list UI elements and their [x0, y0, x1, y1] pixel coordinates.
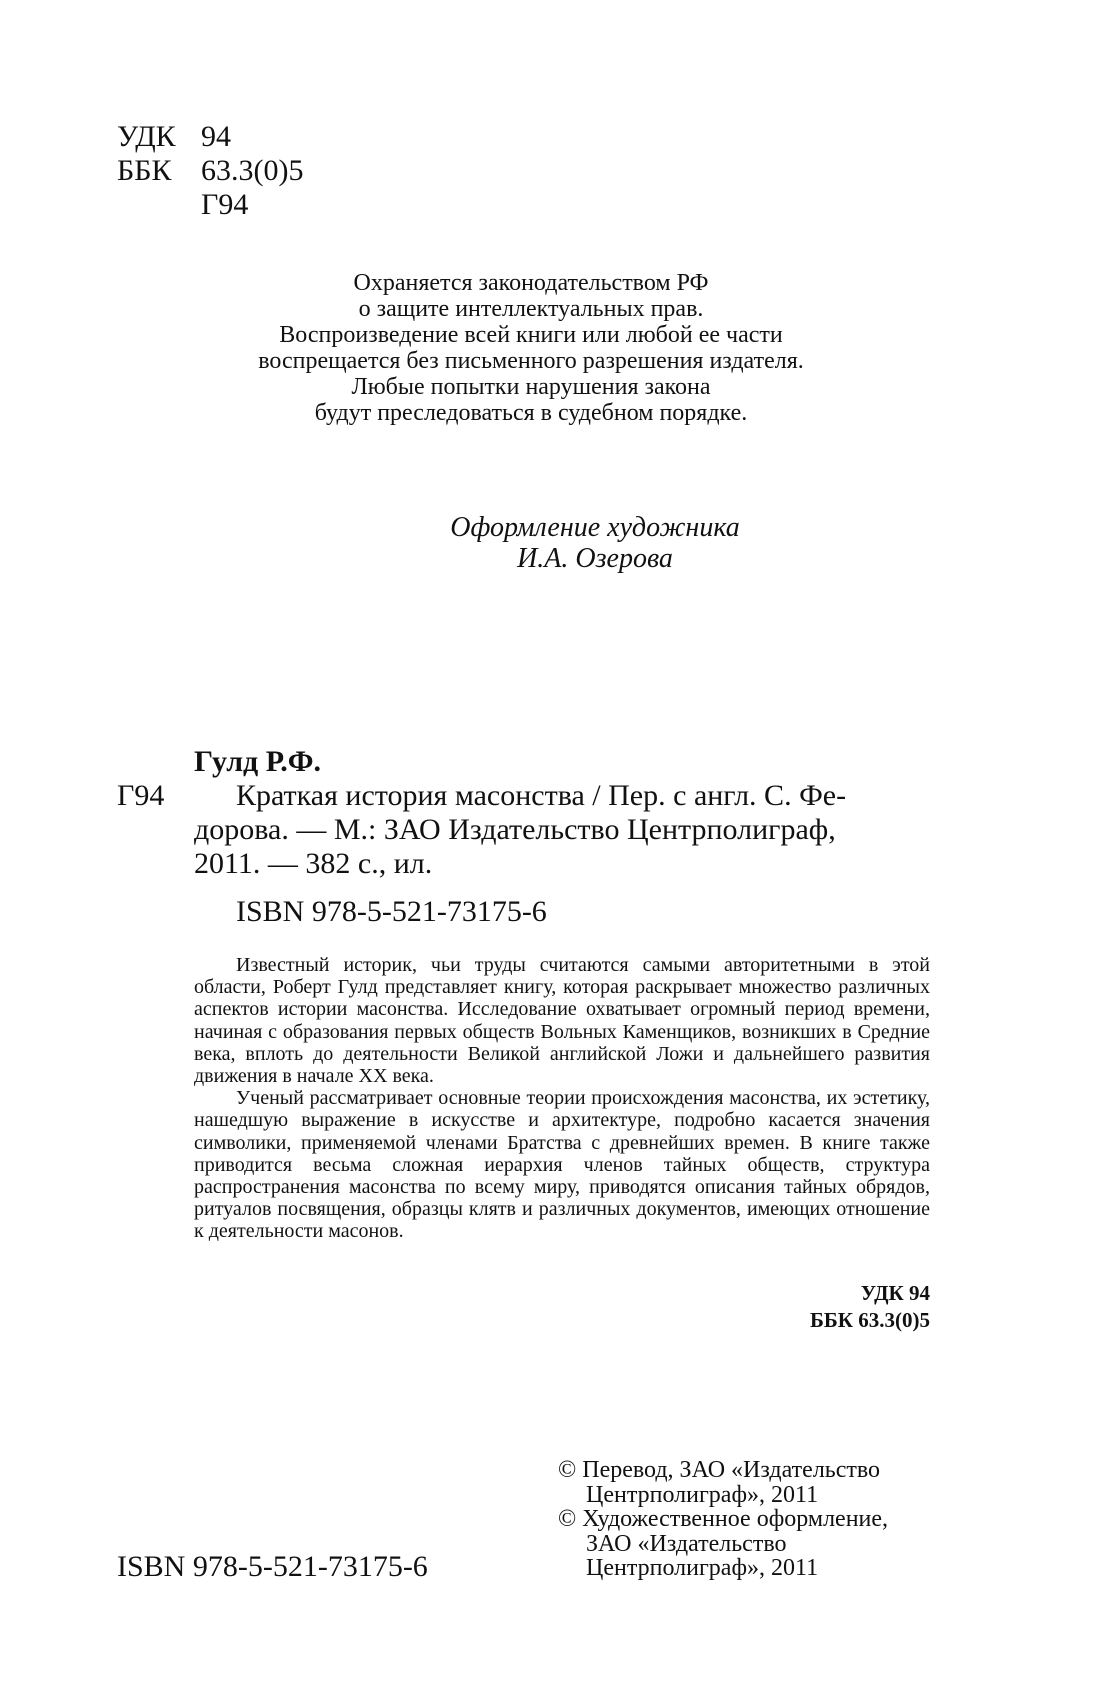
- copyright-line: Центрполиграф», 2011: [586, 1555, 819, 1581]
- notice-line: Любые попытки нарушения закона: [351, 374, 711, 400]
- copyright-line: © Перевод, ЗАО «Издательство: [558, 1457, 881, 1483]
- udk-row: [117, 120, 303, 154]
- copyright-line: © Художественное оформление,: [558, 1506, 889, 1532]
- entry-line: 2011. — 382 с., ил.: [194, 847, 433, 880]
- bbk-label: ББК: [117, 154, 172, 187]
- design-credit-name: И.А. Озерова: [517, 543, 673, 574]
- copyright-line: ЗАО «Издательство: [586, 1530, 787, 1557]
- author-mark: Г94: [201, 188, 249, 221]
- bibliographic-entry: [194, 779, 896, 881]
- copyright-line: Центрполиграф», 2011: [586, 1481, 819, 1508]
- bbk-value: 63.3(0)5: [201, 154, 304, 187]
- entry-line: Краткая история масонства / Пер. с англ. С. Фе-: [236, 779, 847, 812]
- annotation-paragraph: Известный историк, чьи труды считаются самыми авторитетными в этой области, Роберт Гулд представляет книгу, которая раскрывает множество различных аспектов истории масонства. Исследование охватывает огромный период времени, начиная с образования первых обществ Вольных Каменщиков, возникших в Средние века, вплоть до деятельности Великой английской Ложи и дальнейшего развития движения в начале XX века.: [194, 954, 930, 1088]
- isbn-bottom: ISBN 978-5-521-73175-6: [117, 1550, 428, 1583]
- author-name: Гулд Р.Ф.: [194, 745, 322, 778]
- author-mark-row: [117, 188, 303, 222]
- annotation: [194, 954, 930, 1243]
- entry-line: дорова. — М.: ЗАО Издательство Центрполиграф,: [194, 813, 836, 846]
- notice-line: о защите интеллектуальных прав.: [358, 296, 704, 322]
- udk-bottom: УДК 94: [860, 1281, 930, 1305]
- design-credit-title: Оформление художника: [450, 512, 740, 543]
- notice-line: будут преследоваться в судебном порядке.: [314, 400, 748, 426]
- design-credit: [280, 512, 910, 574]
- annotation-paragraph: Ученый рассматривает основные теории происхождения масонства, их эстетику, нашедшую выражение в искусстве и архитектуре, подробно касается значения символики, применяемой членами Братства с древнейших времен. В книге также приводится весьма сложная иерархия членов тайных обществ, структура распространения масонства по всему миру, приводятся описания тайных обрядов, ритуалов посвящения, образцы клятв и различных документов, имеющих отношение к деятельности масонов.: [194, 1087, 930, 1243]
- entry-isbn: ISBN 978-5-521-73175-6: [236, 895, 547, 928]
- bbk-bottom: ББК 63.3(0)5: [810, 1308, 930, 1332]
- udk-label: УДК: [117, 120, 176, 153]
- entry-mark: Г94: [117, 779, 165, 812]
- notice-line: Охраняется законодательством РФ: [353, 270, 709, 296]
- classification-bottom: [810, 1280, 930, 1334]
- notice-line: воспрещается без письменного разрешения издателя.: [258, 348, 804, 374]
- bbk-row: [117, 154, 303, 188]
- copyright-block: [558, 1458, 938, 1581]
- copyright-notice: [180, 270, 882, 426]
- classification-block: [117, 120, 303, 222]
- udk-value: 94: [201, 120, 231, 153]
- notice-line: Воспроизведение всей книги или любой ее части: [279, 322, 783, 348]
